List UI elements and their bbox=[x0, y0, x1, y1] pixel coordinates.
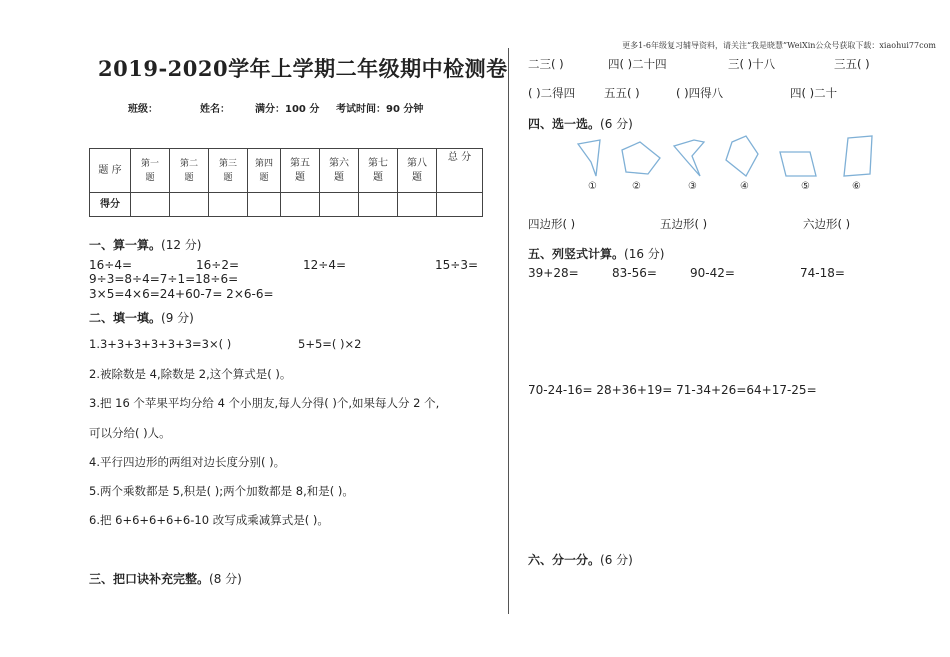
s5-item: 83-56= bbox=[612, 266, 657, 280]
s4-answer-pentagon: 五边形( ) bbox=[660, 217, 708, 231]
score-col-4: 第四 题 bbox=[248, 149, 281, 193]
s4-answer-quadrilateral: 四边形( ) bbox=[528, 217, 576, 231]
s2-q6: 6.把 6+6+6+6+6-10 改写成乘减算式是( )。 bbox=[89, 513, 329, 527]
score-table-header: 题 序 bbox=[90, 149, 131, 193]
score-col-7: 第七 题 bbox=[359, 149, 398, 193]
shape-number: ⑥ bbox=[852, 181, 861, 192]
score-cell[interactable] bbox=[437, 193, 483, 217]
s5-item: 74-18= bbox=[800, 266, 845, 280]
header-note: 更多1-6年级复习辅导资料，请关注“我是晓慧”WeiXin公众号获取下载：xiaohui77com bbox=[622, 41, 936, 50]
full-marks: 满分：100 分 bbox=[255, 104, 320, 115]
koujue-item: 五五( ) bbox=[604, 86, 640, 100]
score-col-6: 第六 题 bbox=[320, 149, 359, 193]
section-3-heading: 三、把口诀补充完整。(8 分) bbox=[89, 572, 242, 586]
column-divider bbox=[508, 48, 509, 614]
score-col-1: 第一 题 bbox=[131, 149, 170, 193]
s2-q1b: 5+5=( )×2 bbox=[298, 337, 362, 351]
s2-q4: 4.平行四边形的两组对边长度分别( )。 bbox=[89, 455, 286, 469]
shape-1-quadrilateral bbox=[578, 140, 600, 176]
section-5-heading: 五、列竖式计算。(16 分) bbox=[528, 247, 665, 261]
s1-item: 16÷2= bbox=[196, 258, 240, 272]
score-cell[interactable] bbox=[209, 193, 248, 217]
score-cell[interactable] bbox=[248, 193, 281, 217]
score-col-3: 第三 题 bbox=[209, 149, 248, 193]
koujue-item: 二三( ) bbox=[528, 57, 564, 71]
section-6-heading: 六、分一分。(6 分) bbox=[528, 553, 633, 567]
score-table bbox=[89, 148, 483, 217]
koujue-item: 三五( ) bbox=[834, 57, 870, 71]
shape-2-pentagon bbox=[622, 142, 660, 174]
s5-item: 39+28= bbox=[528, 266, 579, 280]
shape-number: ③ bbox=[688, 181, 697, 192]
score-col-8: 第八 题 bbox=[398, 149, 437, 193]
s2-q2: 2.被除数是 4,除数是 2,这个算式是( )。 bbox=[89, 367, 292, 381]
score-col-5: 第五 题 bbox=[281, 149, 320, 193]
s2-q5: 5.两个乘数都是 5,积是( );两个加数都是 8,和是( )。 bbox=[89, 484, 354, 498]
shape-5-quadrilateral bbox=[780, 152, 816, 176]
shape-6-quadrilateral bbox=[844, 136, 872, 176]
score-cell[interactable] bbox=[131, 193, 170, 217]
s2-q1a: 1.3+3+3+3+3+3=3×( ) bbox=[89, 337, 232, 351]
s4-answer-hexagon: 六边形( ) bbox=[803, 217, 851, 231]
shape-3-hexagon bbox=[674, 140, 704, 176]
score-total: 总 分 bbox=[437, 149, 483, 193]
shape-4-pentagon bbox=[726, 136, 758, 176]
koujue-item: 四( )二十 bbox=[790, 86, 838, 100]
section-4-heading: 四、选一选。(6 分) bbox=[528, 117, 633, 131]
koujue-item: 三( )十八 bbox=[728, 57, 776, 71]
shape-number: ④ bbox=[740, 181, 749, 192]
shape-number: ⑤ bbox=[801, 181, 810, 192]
name-label: 姓名： bbox=[200, 104, 230, 115]
shape-number: ① bbox=[588, 181, 597, 192]
section-2-heading: 二、填一填。(9 分) bbox=[89, 311, 194, 325]
score-cell[interactable] bbox=[398, 193, 437, 217]
class-label: 班级： bbox=[128, 104, 158, 115]
page-title: 2019-2020学年上学期二年级期中检测卷 bbox=[98, 56, 508, 81]
score-cell[interactable] bbox=[170, 193, 209, 217]
s5-row-2: 70-24-16= 28+36+19= 71-34+26=64+17-25= bbox=[528, 383, 817, 397]
score-cell[interactable] bbox=[320, 193, 359, 217]
koujue-item: ( )二得四 bbox=[528, 86, 576, 100]
section-1-heading: 一、算一算。(12 分) bbox=[89, 238, 202, 252]
s1-line-3: 3×5=4×6=24+60-7= 2×6-6= bbox=[89, 287, 274, 301]
s1-item: 16÷4= bbox=[89, 258, 133, 272]
koujue-item: ( )四得八 bbox=[676, 86, 724, 100]
shape-number: ② bbox=[632, 181, 641, 192]
s5-item: 90-42= bbox=[690, 266, 735, 280]
score-cell[interactable] bbox=[281, 193, 320, 217]
koujue-item: 四( )二十四 bbox=[608, 57, 667, 71]
s1-item: 12÷4= bbox=[303, 258, 347, 272]
score-cell[interactable] bbox=[359, 193, 398, 217]
s2-q3b: 可以分给( )人。 bbox=[89, 426, 171, 440]
score-col-2: 第二 题 bbox=[170, 149, 209, 193]
s1-item: 15÷3= bbox=[435, 258, 479, 272]
s1-line-2: 9÷3=8÷4=7÷1=18÷6= bbox=[89, 272, 239, 286]
shapes-figure bbox=[570, 132, 890, 184]
score-row-label: 得分 bbox=[90, 193, 131, 217]
exam-time: 考试时间：90 分钟 bbox=[336, 104, 424, 115]
s2-q3a: 3.把 16 个苹果平均分给 4 个小朋友,每人分得( )个,如果每人分 2 个, bbox=[89, 396, 440, 410]
